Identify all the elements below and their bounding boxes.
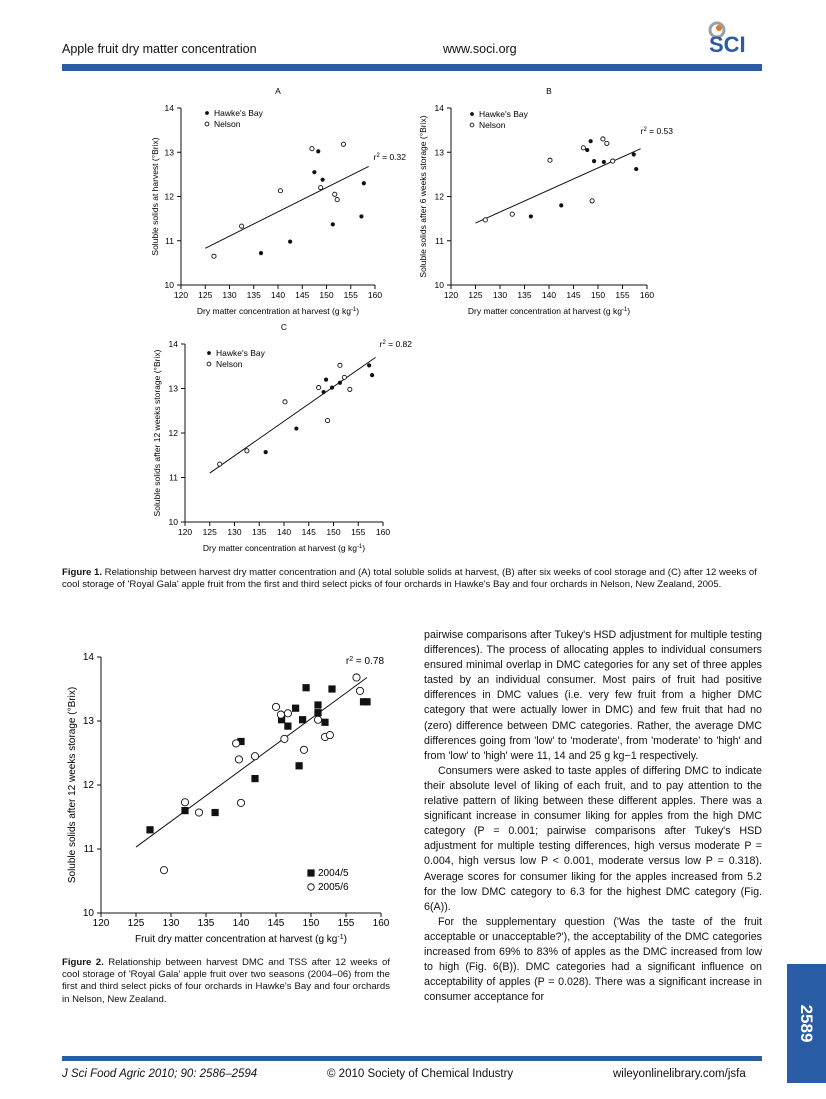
journal-url[interactable]: www.soci.org — [443, 42, 517, 56]
footer-journal: J Sci Food Agric 2010; 90: 2586–2594 — [62, 1068, 258, 1080]
data-point-square — [363, 698, 370, 705]
panel-label: C — [280, 322, 288, 332]
x-tick-label: 130 — [162, 918, 180, 929]
data-point-open — [281, 735, 288, 742]
y-tick-label: 12 — [434, 191, 444, 202]
data-point-open — [341, 142, 345, 146]
regression-line — [476, 149, 641, 223]
figure1-caption-text: Relationship between harvest dry matter concentration and (A) total soluble solids at harvest, (B) after six weeks of cool storage and (C) after 12 weeks of cool storage of 'Royal Gala' apple fruit from the first and third select picks of four orchards in Hawke's Bay and four orchards in Nelson, New Zealand, 2005. — [62, 567, 757, 591]
r-squared-annotation: $r^2 = 0.78$ — [345, 655, 384, 667]
data-point-filled — [264, 450, 268, 454]
x-tick-label: 160 — [367, 290, 383, 300]
x-tick-label: 145 — [295, 290, 310, 300]
data-point-filled — [602, 160, 606, 164]
x-axis-title: Dry matter concentration at harvest (g $kg^{-1}$) — [467, 306, 631, 316]
footer-copyright: © 2010 Society of Chemical Industry — [327, 1068, 514, 1080]
data-point-filled — [592, 159, 596, 163]
y-tick-label: 13 — [168, 383, 178, 394]
y-tick-label: 10 — [82, 908, 94, 919]
legend-marker — [205, 111, 209, 115]
data-point-square — [328, 685, 335, 692]
data-point-filled — [585, 148, 589, 152]
figure1-caption-label: Figure 1. — [62, 567, 102, 578]
legend-label: 2004/5 — [318, 868, 349, 879]
data-point-open — [342, 375, 346, 379]
data-point-filled — [529, 214, 533, 218]
data-point-open — [483, 218, 487, 222]
data-point-open — [581, 146, 585, 150]
data-point-open — [283, 400, 287, 404]
data-point-filled — [632, 152, 636, 156]
body-paragraph-2: Consumers were asked to taste apples of differing DMC to indicate their absolute level of liking of each fruit, and to pay attention to the relative pattern of liking between these different apples. There was a significant increase in consumer liking for apples from the high DMC category (P = 0.001; pairwise comparisons after Tukey's HSD adjustment for multiple testing differences, high versus moderate P = 0.004, high versus low P < 0.001, moderate versus low P = 0.318). Average scores for consumer liking for the apples increased from 5.2 for the low DMC category to 6.3 for the highest DMC category (Fig. 6(A)). — [424, 764, 762, 913]
x-tick-label: 135 — [197, 918, 215, 929]
figure2-caption-label: Figure 2. — [62, 957, 104, 968]
legend-label: Hawke's Bay — [479, 109, 528, 119]
r-squared-annotation: $r^2 = 0.53$ — [640, 126, 673, 136]
data-point-open — [237, 799, 244, 806]
data-point-open — [278, 189, 282, 193]
data-point-open — [245, 449, 249, 453]
data-point-open — [317, 386, 321, 390]
data-point-filled — [331, 222, 335, 226]
x-tick-label: 145 — [267, 918, 285, 929]
figure1-caption — [62, 567, 762, 591]
data-point-filled — [338, 381, 342, 385]
y-tick-label: 11 — [165, 235, 174, 246]
data-point-filled — [367, 363, 371, 367]
header-rule — [62, 64, 762, 71]
data-point-square — [181, 807, 188, 814]
data-point-open — [240, 224, 244, 228]
data-point-filled — [324, 378, 328, 382]
x-tick-label: 150 — [590, 290, 606, 300]
x-tick-label: 120 — [173, 290, 189, 300]
data-point-square — [314, 701, 321, 708]
legend-marker — [470, 123, 474, 127]
data-point-filled — [589, 139, 593, 143]
data-point-filled — [362, 181, 366, 185]
x-tick-label: 150 — [319, 290, 334, 300]
data-point-open — [353, 674, 360, 681]
y-axis-title: Soluble solids after 12 weeks storage (°Brix) — [67, 686, 78, 884]
legend-marker — [207, 351, 211, 355]
x-tick-label: 125 — [198, 290, 213, 300]
data-point-filled — [259, 251, 263, 255]
data-point-square — [146, 826, 153, 833]
data-point-filled — [359, 214, 363, 218]
data-point-open — [605, 141, 609, 145]
body-text — [424, 628, 762, 1005]
x-tick-label: 140 — [276, 527, 292, 537]
footer-site-link[interactable]: wileyonlinelibrary.com/jsfa — [613, 1068, 746, 1080]
y-tick-label: 13 — [434, 147, 444, 158]
r-squared-annotation: $r^2 = 0.32$ — [373, 152, 406, 162]
data-point-square — [284, 723, 291, 730]
data-point-open — [218, 462, 222, 466]
data-point-square — [299, 716, 306, 723]
regression-line — [136, 677, 367, 847]
x-tick-label: 155 — [337, 918, 355, 929]
x-tick-label: 155 — [351, 527, 366, 537]
regression-line — [205, 166, 368, 248]
x-tick-label: 130 — [492, 290, 508, 300]
figure1-panel-b — [415, 82, 675, 322]
data-point-open — [181, 799, 188, 806]
r-squared-annotation: $r^2 = 0.82$ — [379, 339, 412, 349]
data-point-filled — [294, 426, 298, 430]
data-point-open — [160, 867, 167, 874]
data-point-open — [300, 746, 307, 753]
data-point-open — [601, 137, 605, 141]
data-point-open — [510, 212, 514, 216]
x-tick-label: 160 — [375, 527, 391, 537]
data-point-square — [212, 809, 219, 816]
data-point-open — [233, 740, 240, 747]
data-point-filled — [634, 167, 638, 171]
x-axis-title: Dry matter concentration at harvest (g $kg^{-1}$) — [202, 543, 366, 553]
data-point-open — [325, 418, 329, 422]
panel-label: A — [275, 86, 281, 96]
y-axis-title: Soluble solids after 6 weeks storage (°Brix) — [418, 115, 428, 278]
legend-marker — [207, 362, 211, 366]
legend-label: Hawke's Bay — [214, 108, 263, 118]
data-point-open — [314, 716, 321, 723]
y-tick-label: 14 — [164, 103, 174, 113]
body-paragraph-1: pairwise comparisons after Tukey's HSD adjustment for multiple testing differences). The process of allocating apples to individual consumers ensured minimal overlap in DMC categories for any set of three apples tasted by an individual consumer. Most pairs of fruit had positive differences in DMC values (i.e. very few fruit from a higher DMC category that were actually lower in DMC) and few fruit that had no (zero) difference between DMC categories. Rather, the average DMC differences going from 'low' to 'moderate', from 'moderate' to 'high' and from 'low' to 'high' were 11, 14 and 25 g kg−1 respectively. — [424, 629, 762, 762]
sci-logo — [705, 18, 765, 58]
legend-label: Hawke's Bay — [216, 348, 265, 358]
data-point-filled — [316, 149, 320, 153]
data-point-open — [235, 756, 242, 763]
y-tick-label: 14 — [168, 339, 178, 349]
y-tick-label: 11 — [435, 235, 444, 246]
x-tick-label: 140 — [232, 918, 250, 929]
legend-label: Nelson — [479, 120, 506, 130]
y-axis-title: Soluble solids after 12 weeks storage (°Brix) — [152, 349, 162, 517]
x-tick-label: 150 — [302, 918, 320, 929]
data-point-filled — [321, 178, 325, 182]
data-point-open — [548, 158, 552, 162]
x-axis-title: Dry matter concentration at harvest (g $kg^{-1}$) — [196, 306, 360, 316]
legend-label: Nelson — [214, 119, 241, 129]
legend-marker — [205, 122, 209, 126]
legend-label: 2005/6 — [318, 882, 349, 893]
x-tick-label: 125 — [468, 290, 483, 300]
sci-logo-text: SCI — [709, 32, 746, 57]
figure1-panel-a — [148, 82, 410, 322]
data-point-open — [335, 197, 339, 201]
y-tick-label: 12 — [164, 191, 174, 202]
data-point-open — [319, 186, 323, 190]
data-point-open — [212, 254, 216, 258]
x-tick-label: 135 — [517, 290, 532, 300]
running-title: Apple fruit dry matter concentration — [62, 42, 257, 56]
y-tick-label: 12 — [82, 780, 94, 791]
data-point-square — [321, 719, 328, 726]
x-tick-label: 155 — [343, 290, 358, 300]
x-tick-label: 130 — [227, 527, 242, 537]
body-paragraph-3: For the supplementary question ('Was the taste of the fruit acceptable or unacceptable?'), the acceptability of the DMC categories increased from 69% to 83% of apples as the DMC increased from low to high (Fig. 6(B)). DMC categories had a significant influence on acceptability of apples (P = 0.028). There was a significant increase in consumer acceptance for — [424, 915, 762, 1004]
data-point-filled — [288, 240, 292, 244]
data-point-filled — [559, 203, 563, 207]
x-tick-label: 135 — [252, 527, 267, 537]
data-point-open — [348, 387, 352, 391]
page-number-tab — [787, 964, 826, 1083]
y-tick-label: 11 — [169, 472, 178, 483]
y-tick-label: 14 — [434, 103, 444, 113]
x-tick-label: 125 — [127, 918, 145, 929]
legend-label: Nelson — [216, 359, 243, 369]
figure2-chart — [62, 645, 392, 950]
data-point-filled — [322, 390, 326, 394]
data-point-filled — [312, 170, 316, 174]
figure2-caption — [62, 957, 390, 1006]
data-point-open — [326, 731, 333, 738]
legend-marker — [307, 869, 314, 876]
page-number: 2589 — [797, 1004, 816, 1043]
data-point-open — [356, 687, 363, 694]
x-tick-label: 155 — [615, 290, 630, 300]
y-tick-label: 10 — [434, 280, 444, 290]
data-point-open — [310, 147, 314, 151]
data-point-square — [251, 775, 258, 782]
data-point-open — [272, 703, 279, 710]
data-point-open — [611, 159, 615, 163]
y-tick-label: 13 — [82, 716, 94, 727]
data-point-open — [251, 753, 258, 760]
footer-rule — [62, 1056, 762, 1061]
x-tick-label: 140 — [541, 290, 557, 300]
panel-label: B — [546, 86, 552, 96]
x-tick-label: 120 — [92, 918, 110, 929]
legend-marker — [308, 884, 314, 890]
y-tick-label: 14 — [82, 652, 94, 663]
x-axis-title: Fruit dry matter concentration at harvest (g $kg^{-1}$) — [135, 933, 347, 945]
x-tick-label: 160 — [639, 290, 655, 300]
x-tick-label: 150 — [326, 527, 341, 537]
data-point-open — [195, 809, 202, 816]
y-tick-label: 12 — [168, 428, 178, 438]
x-tick-label: 140 — [270, 290, 286, 300]
data-point-open — [333, 192, 337, 196]
y-tick-label: 10 — [164, 280, 174, 290]
data-point-square — [292, 705, 299, 712]
data-point-open — [590, 199, 594, 203]
x-tick-label: 160 — [372, 918, 390, 929]
y-tick-label: 10 — [168, 517, 178, 527]
data-point-square — [303, 684, 310, 691]
y-tick-label: 11 — [83, 844, 94, 855]
data-point-open — [277, 711, 284, 718]
data-point-filled — [330, 386, 334, 390]
x-tick-label: 130 — [222, 290, 237, 300]
data-point-square — [296, 762, 303, 769]
x-tick-label: 120 — [177, 527, 193, 537]
data-point-open — [284, 710, 291, 717]
data-point-square — [314, 709, 321, 716]
y-tick-label: 13 — [164, 147, 174, 158]
x-tick-label: 145 — [566, 290, 581, 300]
regression-line — [210, 357, 376, 473]
x-tick-label: 145 — [301, 527, 316, 537]
x-tick-label: 120 — [443, 290, 459, 300]
x-tick-label: 125 — [202, 527, 217, 537]
figure2-caption-text: Relationship between harvest DMC and TSS after 12 weeks of cool storage of 'Royal Gala' apple fruit over two seasons (2004–06) from the first and third select picks of four orchards in Hawke's Bay and four orchards in Nelson, New Zealand. — [62, 957, 390, 1005]
data-point-open — [338, 363, 342, 367]
figure1-panel-c — [150, 322, 415, 563]
x-tick-label: 135 — [246, 290, 261, 300]
y-axis-title: Soluble solids at harvest (°Brix) — [150, 137, 160, 256]
data-point-filled — [370, 373, 374, 377]
legend-marker — [470, 112, 474, 116]
